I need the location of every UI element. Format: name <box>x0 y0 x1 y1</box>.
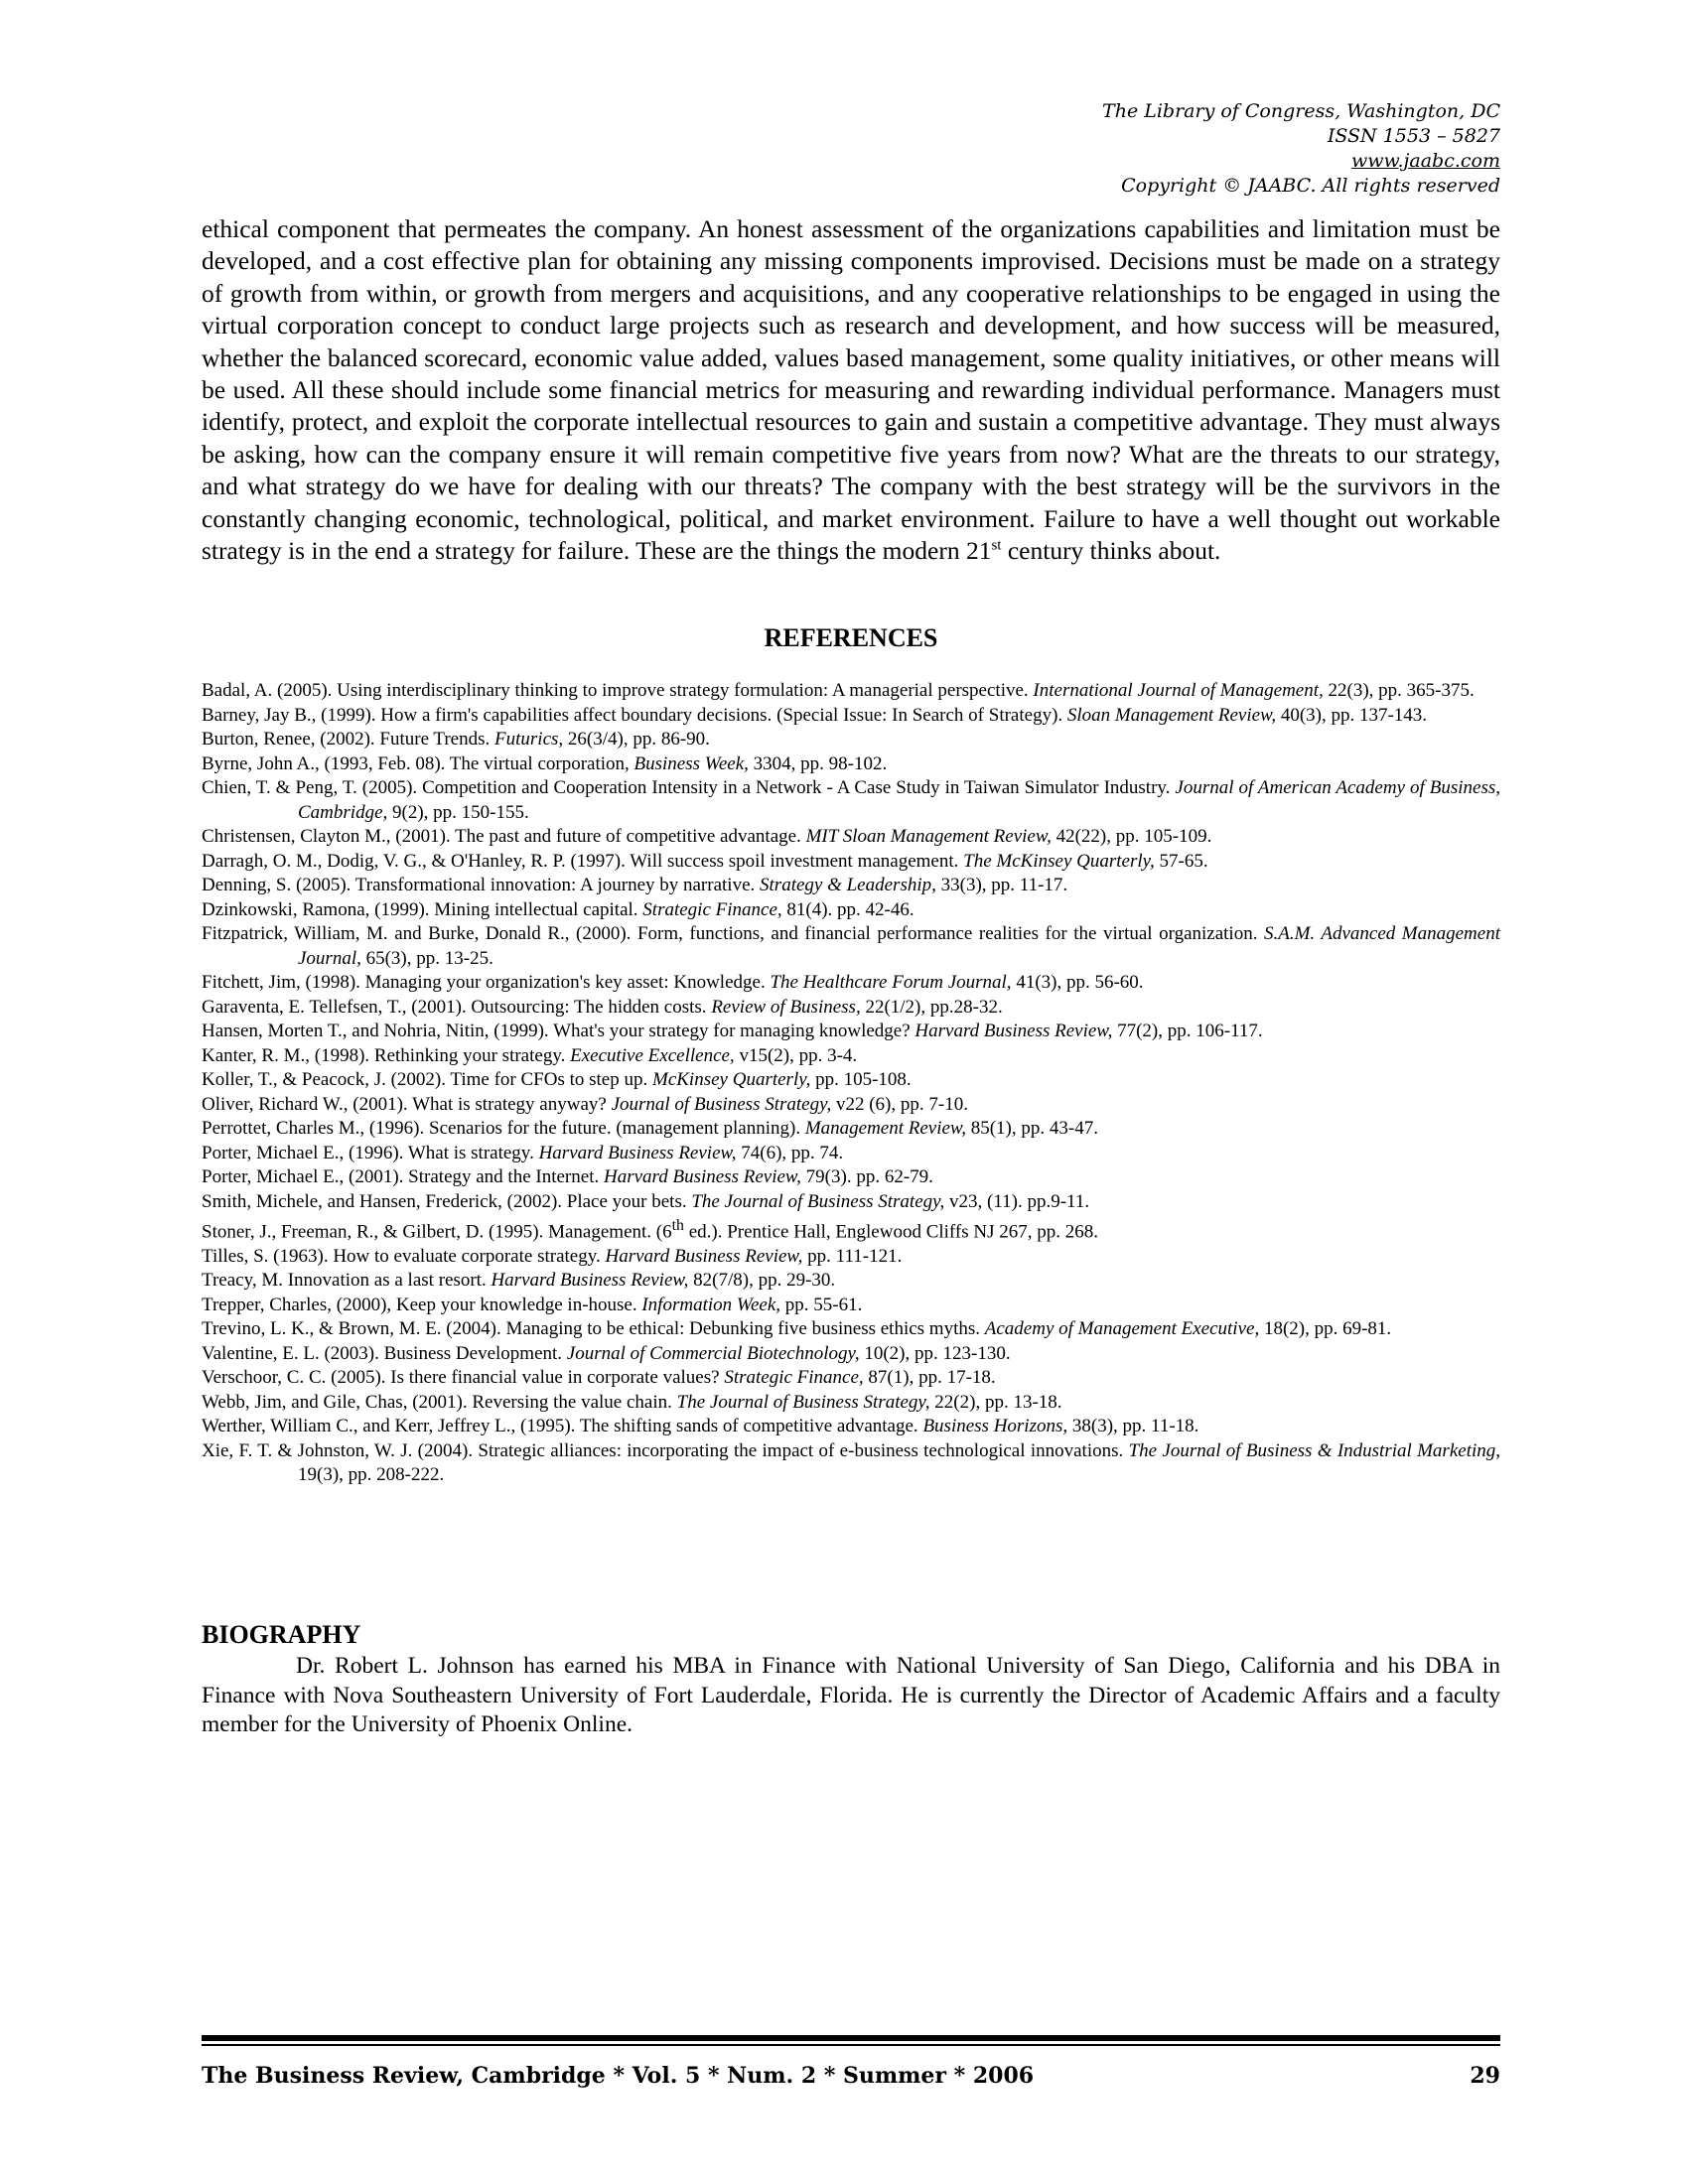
reference-ital: Strategy & Leadership, <box>760 875 936 895</box>
reference-post: 42(22), pp. 105-109. <box>1051 826 1212 847</box>
reference-post: 79(3). pp. 62-79. <box>800 1166 933 1187</box>
reference-pre: Fitzpatrick, William, M. and Burke, Donald R., (2000). Form, functions, and financial performance realities for the virtual organization. <box>202 923 1264 944</box>
reference-ital: Journal of Commercial Biotechnology, <box>566 1342 860 1364</box>
reference-item <box>202 752 1500 777</box>
reference-post: v22 (6), pp. 7-10. <box>831 1093 968 1115</box>
reference-post: 22(3), pp. 365-375. <box>1323 680 1475 701</box>
reference-item <box>202 1165 1500 1190</box>
reference-ital: Journal of American Academy of Business, Cambridge, <box>298 777 1500 823</box>
reference-item <box>202 1214 1500 1245</box>
reference-pre: Werther, William C., and Kerr, Jeffrey L., (1995). The shifting sands of competitive advantage. <box>202 1416 923 1437</box>
reference-item <box>202 971 1500 996</box>
reference-pre: Chien, T. & Peng, T. (2005). Competition and Cooperation Intensity in a Network - A Case Study in Taiwan Simulator Industry. <box>202 777 1176 798</box>
reference-item <box>202 1117 1500 1142</box>
reference-pre: Trevino, L. K., & Brown, M. E. (2004). Managing to be ethical: Debunking five business ethics myths. <box>202 1318 985 1340</box>
reference-ital: Harvard Business Review, <box>538 1142 737 1163</box>
reference-pre: Koller, T., & Peacock, J. (2002). Time for CFOs to step up. <box>202 1069 652 1090</box>
reference-pre: Tilles, S. (1963). How to evaluate corporate strategy. <box>202 1245 606 1267</box>
reference-post: 33(3), pp. 11-17. <box>935 875 1068 895</box>
reference-pre: Garaventa, E. Tellefsen, T., (2001). Outsourcing: The hidden costs. <box>202 996 712 1018</box>
reference-pre: Christensen, Clayton M., (2001). The past and future of competitive advantage. <box>202 826 806 847</box>
reference-post: 19(3), pp. 208-222. <box>298 1464 445 1486</box>
biography-text: Dr. Robert L. Johnson has earned his MBA in Finance with National University of San Diego, California and his DBA in Finance with Nova Southeastern University of Fort Lauderdale, Florida. He is currently the Director of Academic Affairs and a faculty member for the University of Phoenix Online. <box>202 1653 1500 1737</box>
reference-ital: Strategic Finance, <box>724 1367 864 1389</box>
reference-sup: th <box>671 1217 684 1234</box>
reference-pre: Stoner, J., Freeman, R., & Gilbert, D. (1995). Management. (6 <box>202 1221 672 1243</box>
reference-ital: S.A.M. Advanced Management Journal, <box>298 923 1500 969</box>
body-paragraph-end: century thinks about. <box>1001 536 1221 566</box>
reference-item <box>202 728 1500 752</box>
reference-pre: Webb, Jim, and Gile, Chas, (2001). Reversing the value chain. <box>202 1391 677 1413</box>
reference-pre: Darragh, O. M., Dodig, V. G., & O'Hanley, R. P. (1997). Will success spoil investment management. <box>202 850 964 872</box>
reference-post: 18(2), pp. 69-81. <box>1259 1318 1392 1340</box>
reference-pre: Badal, A. (2005). Using interdisciplinary thinking to improve strategy formulation: A managerial perspective. <box>202 680 1034 701</box>
reference-post: v23, (11). pp.9-11. <box>944 1190 1090 1212</box>
reference-post: 81(4). pp. 42-46. <box>781 898 914 920</box>
reference-ital: Academy of Management Executive, <box>984 1318 1260 1340</box>
reference-item <box>202 850 1500 875</box>
reference-post: v15(2), pp. 3-4. <box>734 1044 858 1066</box>
reference-post: 82(7/8), pp. 29-30. <box>688 1270 836 1292</box>
reference-ital: The Journal of Business Strategy, <box>676 1391 930 1413</box>
reference-post: 57-65. <box>1154 850 1208 872</box>
reference-pre: Barney, Jay B., (1999). How a firm's capabilities affect boundary decisions. (Special Issue: In Search of Strategy). <box>202 704 1067 726</box>
reference-item <box>202 874 1500 898</box>
reference-pre: Kanter, R. M., (1998). Rethinking your strategy. <box>202 1044 571 1066</box>
references-list <box>202 679 1500 1488</box>
references-heading: REFERENCES <box>764 623 938 652</box>
reference-ital: Harvard Business Review, <box>603 1166 801 1187</box>
reference-post: pp. 105-108. <box>810 1069 912 1090</box>
reference-pre: Valentine, E. L. (2003). Business Development. <box>202 1342 567 1364</box>
reference-ital: Futurics, <box>494 729 564 750</box>
reference-item <box>202 1366 1500 1391</box>
reference-item <box>202 898 1500 923</box>
reference-ital: Strategic Finance, <box>642 898 782 920</box>
reference-pre: Byrne, John A., (1993, Feb. 08). The virtual corporation, <box>202 752 634 774</box>
reference-item <box>202 704 1500 729</box>
header-url-link[interactable]: www.jaabc.com <box>1350 150 1500 172</box>
reference-pre: Perrottet, Charles M., (1996). Scenarios for the future. (management planning). <box>202 1118 805 1139</box>
reference-post: 40(3), pp. 137-143. <box>1276 704 1428 726</box>
reference-item <box>202 825 1500 850</box>
reference-pre: Denning, S. (2005). Transformational innovation: A journey by narrative. <box>202 875 761 895</box>
reference-item <box>202 1068 1500 1093</box>
reference-ital: The Journal of Business & Industrial Marketing, <box>1128 1439 1500 1461</box>
reference-post: 10(2), pp. 123-130. <box>859 1342 1011 1364</box>
reference-post: 22(2), pp. 13-18. <box>929 1391 1062 1413</box>
reference-post: 87(1), pp. 17-18. <box>863 1367 996 1389</box>
reference-pre: Xie, F. T. & Johnston, W. J. (2004). Strategic alliances: incorporating the impact of e-business technological innovations. <box>202 1439 1129 1461</box>
footer-rule-thin <box>202 2044 1500 2046</box>
reference-post: pp. 55-61. <box>780 1294 863 1315</box>
reference-ital: Information Week, <box>641 1294 781 1315</box>
reference-pre: Fitchett, Jim, (1998). Managing your organization's key asset: Knowledge. <box>202 972 771 993</box>
biography-heading: BIOGRAPHY <box>202 1620 361 1649</box>
reference-ital: Management Review, <box>804 1118 966 1139</box>
body-paragraph <box>202 213 1500 567</box>
reference-item <box>202 1190 1500 1215</box>
reference-ital: Executive Excellence, <box>570 1044 735 1066</box>
reference-post: 41(3), pp. 56-60. <box>1011 972 1144 993</box>
reference-ital: Sloan Management Review, <box>1066 704 1277 726</box>
reference-pre: Smith, Michele, and Hansen, Frederick, (2002). Place your bets. <box>202 1190 692 1212</box>
reference-item <box>202 1439 1500 1488</box>
journal-header <box>905 99 1500 199</box>
reference-ital: Harvard Business Review, <box>914 1021 1113 1041</box>
reference-item <box>202 1245 1500 1270</box>
reference-ital: International Journal of Management, <box>1033 680 1324 701</box>
reference-post: pp. 111-121. <box>802 1245 903 1267</box>
reference-ital: Review of Business, <box>711 996 861 1018</box>
reference-post: 65(3), pp. 13-25. <box>360 947 493 969</box>
reference-ital: MIT Sloan Management Review, <box>805 826 1052 847</box>
reference-item <box>202 922 1500 971</box>
reference-post: 38(3), pp. 11-18. <box>1067 1416 1199 1437</box>
reference-pre: Burton, Renee, (2002). Future Trends. <box>202 729 495 750</box>
reference-item <box>202 1391 1500 1416</box>
reference-pre: Hansen, Morten T., and Nohria, Nitin, (1999). What's your strategy for managing knowledge? <box>202 1021 915 1041</box>
reference-ital: Harvard Business Review, <box>605 1245 803 1267</box>
reference-ital: The McKinsey Quarterly, <box>963 850 1155 872</box>
footer-rule-thick <box>202 2035 1500 2041</box>
reference-pre: Dzinkowski, Ramona, (1999). Mining intellectual capital. <box>202 898 643 920</box>
reference-item <box>202 1269 1500 1294</box>
reference-pre: Treacy, M. Innovation as a last resort. <box>202 1270 492 1292</box>
reference-ital: Business Horizons, <box>922 1416 1068 1437</box>
reference-pre: Trepper, Charles, (2000), Keep your knowledge in-house. <box>202 1294 642 1315</box>
header-issn-line: ISSN 1553 – 5827 <box>1327 125 1500 147</box>
reference-post: 22(1/2), pp.28-32. <box>860 996 1003 1018</box>
reference-pre: Porter, Michael E., (2001). Strategy and the Internet. <box>202 1166 604 1187</box>
reference-item <box>202 776 1500 825</box>
page-number: 29 <box>1470 2063 1500 2089</box>
reference-ital: Journal of Business Strategy, <box>611 1093 832 1115</box>
reference-post: 85(1), pp. 43-47. <box>965 1118 1098 1139</box>
body-paragraph-superscript: st <box>991 537 1002 554</box>
reference-post: 74(6), pp. 74. <box>736 1142 844 1163</box>
reference-post: 26(3/4), pp. 86-90. <box>563 729 710 750</box>
reference-ital: Business Week, <box>633 752 749 774</box>
reference-pre: Porter, Michael E., (1996). What is strategy. <box>202 1142 539 1163</box>
reference-post: 9(2), pp. 150-155. <box>387 801 529 823</box>
reference-post: 77(2), pp. 106-117. <box>1112 1021 1263 1041</box>
reference-item <box>202 1317 1500 1342</box>
footer-journal-citation: The Business Review, Cambridge * Vol. 5 * Num. 2 * Summer * 2006 <box>202 2063 1035 2089</box>
reference-pre: Oliver, Richard W., (2001). What is strategy anyway? <box>202 1093 612 1115</box>
reference-item <box>202 1342 1500 1367</box>
reference-pre2: ed.). Prentice Hall, Englewood Cliffs NJ 267, pp. 268. <box>683 1221 1099 1243</box>
reference-item <box>202 1020 1500 1044</box>
reference-item <box>202 996 1500 1021</box>
body-paragraph-text: ethical component that permeates the company. An honest assessment of the organizations capabilities and limitation must be developed, and a cost effective plan for obtaining any missing components improvised. Decisions must be made on a strategy of growth from within, or growth from mergers and acquisitions, and any cooperative relationships to be engaged in using the virtual corporation concept to conduct large projects such as research and development, and how success will be measured, whether the balanced scorecard, economic value added, values based management, some quality initiatives, or other means will be used. All these should include some financial metrics for measuring and rewarding individual performance. Managers must identify, protect, and exploit the corporate intellectual resources to gain and sustain a competitive advantage. They must always be asking, how can the company ensure it will remain competitive five years from now? What are the threats to our strategy, and what strategy do we have for dealing with our threats? The company with the best strategy will be the survivors in the constantly changing economic, technological, political, and market environment. Failure to have a well thought out workable strategy is in the end a strategy for failure. These are the things the modern 21 <box>202 214 1500 566</box>
reference-item <box>202 1142 1500 1166</box>
reference-pre: Verschoor, C. C. (2005). Is there financial value in corporate values? <box>202 1367 725 1389</box>
reference-post: 3304, pp. 98-102. <box>748 752 888 774</box>
reference-item <box>202 1044 1500 1069</box>
reference-item <box>202 1415 1500 1439</box>
reference-ital: Harvard Business Review, <box>491 1270 689 1292</box>
reference-ital: The Healthcare Forum Journal, <box>770 972 1012 993</box>
header-copyright-line: Copyright © JAABC. All rights reserved <box>1121 175 1500 197</box>
header-library-line: The Library of Congress, Washington, DC <box>1102 100 1500 122</box>
reference-ital: The Journal of Business Strategy, <box>691 1190 945 1212</box>
reference-ital: McKinsey Quarterly, <box>652 1069 811 1090</box>
reference-item <box>202 1093 1500 1118</box>
reference-item <box>202 679 1500 704</box>
reference-item <box>202 1294 1500 1318</box>
